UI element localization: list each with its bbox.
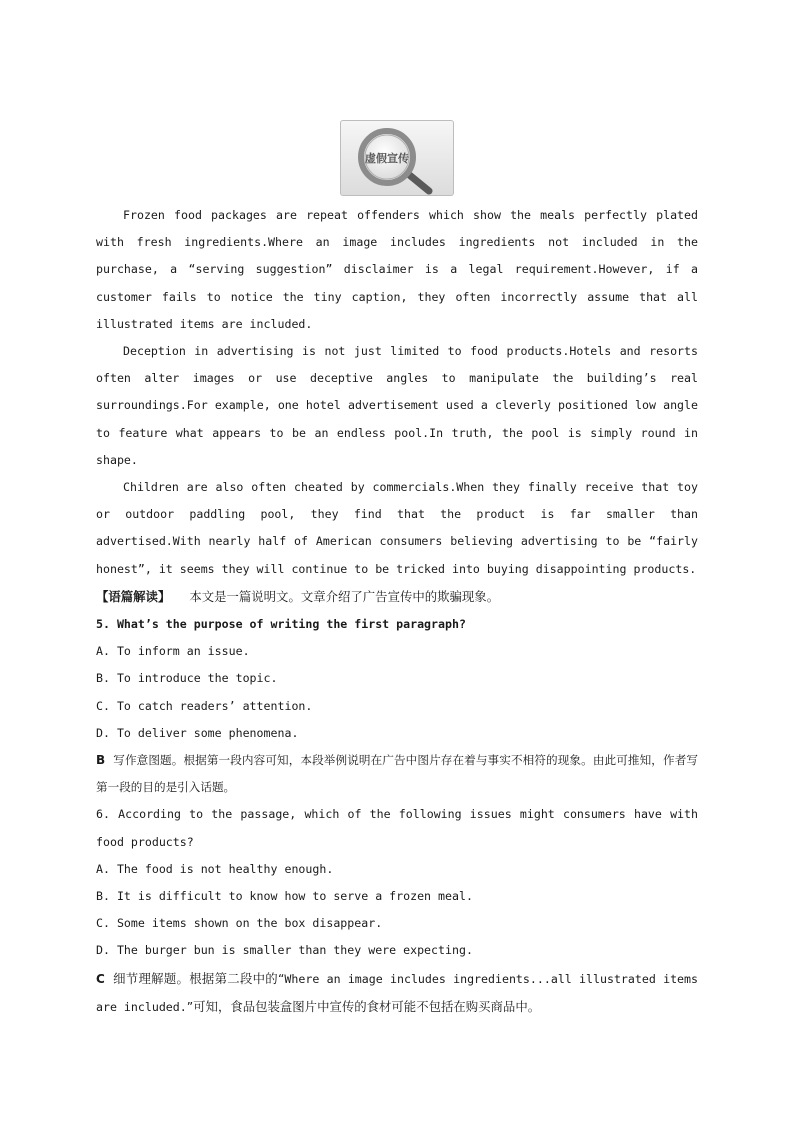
q6-answer: C [96, 971, 105, 986]
document-page [96, 120, 698, 1021]
q5-option-d: D. To deliver some phenomena. [96, 725, 299, 740]
q6-option-a: A. The food is not healthy enough. [96, 861, 334, 876]
q6-option-b: B. It is difficult to know how to serve a frozen meal. [96, 889, 473, 904]
passage-paragraph-3: Children are also often cheated by commercials.When they finally receive that toy or outdoor paddling pool, they find that the product is far smaller than advertised.With nearly half of American consumers believing advertising to be “fairly honest”, it seems they will continue to be tricked into buying disappointing products. [96, 480, 698, 576]
q5-option-b: B. To introduce the topic. [96, 671, 278, 686]
analysis-text: 本文是一篇说明文。文章介绍了广告宣传中的欺骗现象。 [189, 588, 500, 604]
q5-option-c: C. To catch readers’ attention. [96, 698, 313, 713]
q5-explanation-text: 写作意图题。根据第一段内容可知，本段举例说明在广告中图片存在着与事实不相符的现象。由此可推知，作者写第一段的目的是引入话题。 [96, 753, 698, 795]
q6-explanation-part1: 细节理解题。根据第二段中的“ [112, 970, 285, 986]
figure-caption: 虚假宣传 [365, 152, 409, 165]
q6-option-d: D. The burger bun is smaller than they were expecting. [96, 943, 473, 958]
q6-explanation-quote: Where an image includes ingredients...all illustrated items are included. [96, 971, 699, 1014]
question-5-stem: 5. What’s the purpose of writing the first paragraph? [96, 617, 466, 632]
q5-explanation [96, 747, 698, 801]
text-analysis [96, 583, 698, 611]
passage-paragraph-2: Deception in advertising is not just limited to food products.Hotels and resorts often alter images or use deceptive angles to manipulate the building’s real surroundings.For example, one hotel advertisement used a cleverly positioned low angle to feature what appears to be an endless pool.In truth, the pool is simply round in shape. [96, 344, 698, 467]
q5-option-a: A. To inform an issue. [96, 644, 250, 659]
q6-explanation [96, 965, 698, 1021]
q6-explanation-part2: ”可知，食品包装盒图片中宣传的食材可能不包括在购买商品中。 [186, 998, 541, 1014]
passage-paragraph-1: Frozen food packages are repeat offenders which show the meals perfectly plated with fresh ingredients.Where an image includes ingredients not included in the purchase, a “serving suggestion” disclaimer is a legal requirement.However, if a customer fails to notice the tiny caption, they often incorrectly assume that all illustrated items are included. [96, 208, 698, 331]
q6-option-c: C. Some items shown on the box disappear. [96, 916, 383, 931]
analysis-label: 【语篇解读】 [96, 588, 171, 604]
question-6-stem: 6. According to the passage, which of the following issues might consumers have with food products? [96, 807, 698, 849]
fake-advertising-figure [340, 120, 454, 196]
q5-answer: B [96, 753, 106, 768]
